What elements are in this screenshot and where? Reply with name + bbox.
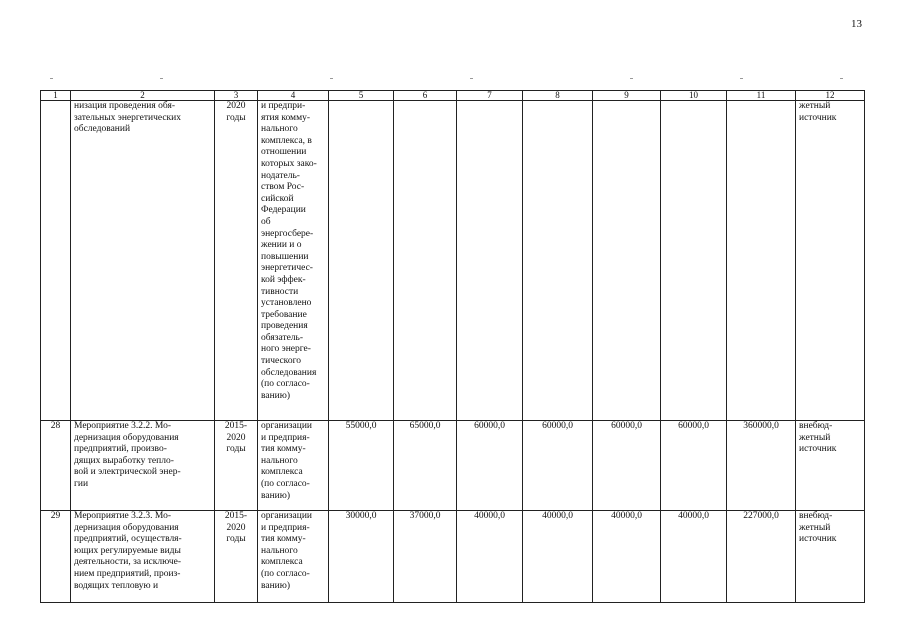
text-line: ющих регулируемые виды (74, 545, 181, 556)
col-header: 5 (329, 91, 394, 101)
text-line: об (261, 216, 271, 227)
value-col5: 30000,0 (329, 511, 394, 603)
text-line: годы (226, 534, 246, 545)
table-row (41, 101, 865, 421)
text-line: 2015- (224, 511, 248, 521)
text-line: предприятий, осуществля- (74, 534, 182, 545)
text-line: гии (74, 478, 89, 489)
value-col8: 60000,0 (523, 421, 593, 511)
page-number: 13 (851, 18, 862, 30)
text-line: обследований (74, 124, 131, 135)
value-col9 (593, 101, 661, 421)
text-line: деятельности, за исключе- (74, 557, 182, 568)
period (215, 511, 258, 603)
text-line: жетный (799, 522, 831, 533)
text-line: дящих выработку тепло- (74, 455, 174, 466)
col-header: 2 (71, 91, 215, 101)
text-line: 2020 (226, 432, 246, 443)
table-row (41, 421, 865, 511)
text-line: жетный (799, 432, 831, 443)
text-line: 2020 (226, 101, 246, 111)
value-col8: 40000,0 (523, 511, 593, 603)
text-line: жении и о (261, 240, 302, 251)
activity-name (71, 421, 215, 511)
text-line: зательных энергетических (74, 112, 182, 123)
executor (258, 101, 329, 421)
text-line: комплекса, в (261, 135, 312, 146)
col-header: 11 (727, 91, 796, 101)
text-line: нального (261, 545, 298, 556)
text-line: которых зако- (261, 158, 317, 169)
value-col8 (523, 101, 593, 421)
text-line: комплекса (261, 467, 303, 478)
text-line: внебюд- (799, 421, 833, 431)
value-col11: 227000,0 (727, 511, 796, 603)
text-line: (по согласо- (261, 478, 310, 489)
row-number: 28 (41, 421, 71, 511)
value-col6 (394, 101, 457, 421)
executor (258, 511, 329, 603)
text-line: требование (261, 309, 307, 320)
col-header: 8 (523, 91, 593, 101)
text-line: дернизация оборудования (74, 522, 179, 533)
text-line: нодатель- (261, 170, 300, 181)
period (215, 101, 258, 421)
text-line: тия комму- (261, 534, 306, 545)
text-line: комплекса (261, 557, 303, 568)
text-line: повышении (261, 251, 309, 262)
text-line: сийской (261, 193, 294, 204)
text-line: жетный (799, 101, 831, 111)
text-line: источник (799, 112, 837, 123)
text-line: (по согласо- (261, 568, 310, 579)
text-line: энергосбере- (261, 228, 314, 239)
text-line: источник (799, 444, 837, 455)
text-line: 2020 (226, 522, 246, 533)
value-col11 (727, 101, 796, 421)
col-header: 6 (394, 91, 457, 101)
text-line: нального (261, 455, 298, 466)
period (215, 421, 258, 511)
text-line: тического (261, 356, 301, 367)
text-line: ванию) (261, 490, 291, 501)
text-line: ятия комму- (261, 112, 310, 123)
col-header: 3 (215, 91, 258, 101)
text-line: годы (226, 444, 246, 455)
value-col5 (329, 101, 394, 421)
text-line: предприятий, произво- (74, 444, 167, 455)
text-line: установлено (261, 298, 312, 309)
scan-artifact-dots (40, 78, 870, 82)
text-line: источник (799, 534, 837, 545)
text-line: и предприя- (261, 432, 310, 443)
value-col7 (457, 101, 523, 421)
value-col7: 60000,0 (457, 421, 523, 511)
activity-name (71, 101, 215, 421)
col-header: 7 (457, 91, 523, 101)
text-line: 2015- (224, 421, 248, 431)
text-line: вой и электрической энер- (74, 467, 181, 478)
value-col6: 37000,0 (394, 511, 457, 603)
funding-source (796, 101, 865, 421)
text-line: внебюд- (799, 511, 833, 521)
text-line: организации (261, 511, 313, 521)
text-line: организации (261, 421, 313, 431)
col-header: 10 (661, 91, 727, 101)
text-line: тия комму- (261, 444, 306, 455)
text-line: кой эффек- (261, 274, 306, 285)
value-col9: 40000,0 (593, 511, 661, 603)
value-col5: 55000,0 (329, 421, 394, 511)
text-line: обязатель- (261, 332, 304, 343)
text-line: ванию) (261, 390, 291, 401)
col-header: 12 (796, 91, 865, 101)
text-line: Федерации (261, 205, 306, 216)
text-line: нием предприятий, произ- (74, 568, 181, 579)
program-activities-table (40, 90, 865, 603)
text-line: нального (261, 124, 298, 135)
value-col6: 65000,0 (394, 421, 457, 511)
text-line: Мероприятие 3.2.2. Мо- (74, 421, 172, 431)
row-number (41, 101, 71, 421)
text-line: отношении (261, 147, 307, 158)
funding-source (796, 421, 865, 511)
text-line: низация проведения обя- (74, 101, 175, 111)
text-line: водящих тепловую и (74, 580, 159, 591)
text-line: годы (226, 112, 246, 123)
text-line: ного энерге- (261, 344, 311, 355)
text-line: обследования (261, 367, 317, 378)
table-row (41, 511, 865, 603)
value-col10 (661, 101, 727, 421)
text-line: и предприя- (261, 522, 310, 533)
value-col9: 60000,0 (593, 421, 661, 511)
column-number-row (41, 91, 865, 101)
activity-name (71, 511, 215, 603)
col-header: 9 (593, 91, 661, 101)
text-line: и предпри- (261, 101, 306, 111)
value-col11: 360000,0 (727, 421, 796, 511)
text-line: ванию) (261, 580, 291, 591)
col-header: 4 (258, 91, 329, 101)
value-col10: 60000,0 (661, 421, 727, 511)
text-line: проведения (261, 321, 308, 332)
text-line: дернизация оборудования (74, 432, 179, 443)
row-number: 29 (41, 511, 71, 603)
text-line: Мероприятие 3.2.3. Мо- (74, 511, 172, 521)
text-line: ством Рос- (261, 182, 305, 193)
text-line: энергетичес- (261, 263, 313, 274)
text-line: тивности (261, 286, 299, 297)
executor (258, 421, 329, 511)
value-col10: 40000,0 (661, 511, 727, 603)
value-col7: 40000,0 (457, 511, 523, 603)
text-line: (по согласо- (261, 379, 310, 390)
funding-source (796, 511, 865, 603)
col-header: 1 (41, 91, 71, 101)
